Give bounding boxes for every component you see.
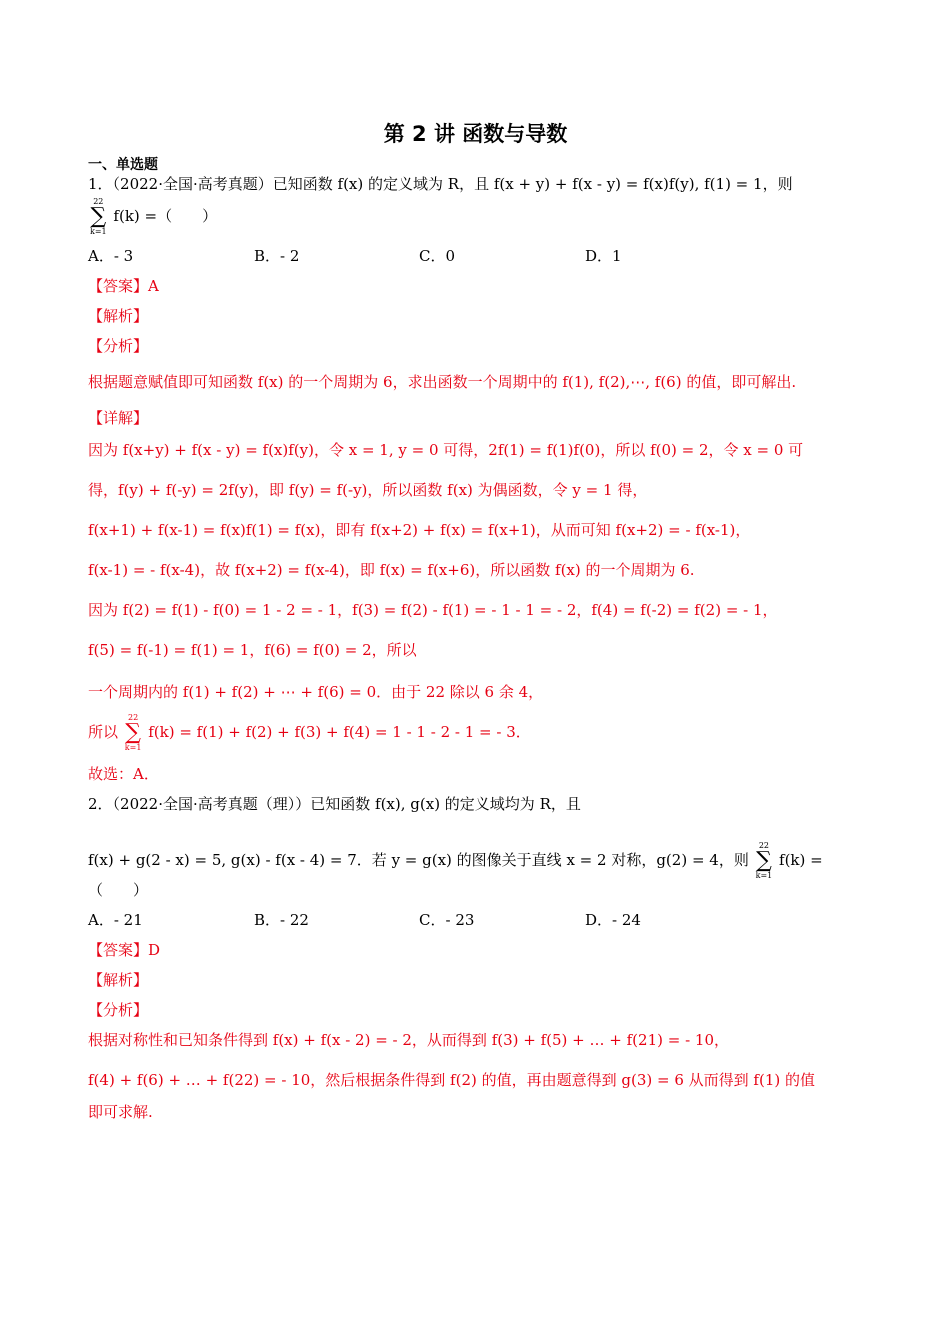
q1-fenxi-text: 根据题意赋值即可知函数 f(x) 的一个周期为 6，求出函数一个周期中的 f(1), f(2),⋯, f(6) 的值，即可解出. xyxy=(88,373,797,391)
summation-symbol-2: 22 ∑ k=1 xyxy=(124,713,142,752)
q1-detail-5: 因为 f(2) = f(1) - f(0) = 1 - 2 = - 1，f(3) = f(2) - f(1) = - 1 - 1 = - 2，f(4) = f(-2) = f(2) = - 1， xyxy=(88,601,778,619)
page-title: 第 2 讲 函数与导数 xyxy=(383,122,568,146)
q2-fenxi-3: 即可求解. xyxy=(88,1103,153,1121)
q2-stem: 2．（2022·全国·高考真题（理））已知函数 f(x), g(x) 的定义域均为 R，且 xyxy=(88,795,581,813)
q1-stem-tail: f(k) =（ ） xyxy=(113,207,218,225)
q1-option-a[interactable]: A．- 3 xyxy=(88,247,134,265)
q2-options xyxy=(88,910,863,930)
q2-fenxi-2: f(4) + f(6) + … + f(22) = - 10，然后根据条件得到 f(2) 的值，再由题意得到 g(3) = 6 从而得到 f(1) 的值 xyxy=(88,1071,815,1089)
q2-option-c[interactable]: C．- 23 xyxy=(419,911,475,929)
q2-jiexi-label: 【解析】 xyxy=(88,971,149,989)
q1-option-b[interactable]: B．- 2 xyxy=(254,247,300,265)
q2-stem-3: （ ） xyxy=(88,881,149,899)
q1-detail-3: f(x+1) + f(x-1) = f(x)f(1) = f(x)，即有 f(x+2) + f(x) = f(x+1)，从而可知 f(x+2) = - f(x-1)， xyxy=(88,521,751,539)
q1-stem-sum xyxy=(88,198,863,236)
q1-option-d[interactable]: D．1 xyxy=(585,247,622,265)
q2-option-d[interactable]: D．- 24 xyxy=(585,911,641,929)
section-heading: 一、单选题 xyxy=(88,157,158,173)
q1-detail-2: 得，f(y) + f(-y) = 2f(y)，即 f(y) = f(-y)，所以函数 f(x) 为偶函数，令 y = 1 得， xyxy=(88,481,648,499)
q2-stem-2 xyxy=(88,842,863,880)
q1-detail-7: 一个周期内的 f(1) + f(2) + ⋯ + f(6) = 0．由于 22 除以 6 余 4， xyxy=(88,683,544,701)
q1-detail-9: 故选：A． xyxy=(88,765,159,783)
q1-options xyxy=(88,246,863,266)
q1-detail-4: f(x-1) = - f(x-4)，故 f(x+2) = f(x-4)，即 f(x) = f(x+6)，所以函数 f(x) 的一个周期为 6. xyxy=(88,561,695,579)
q1-detail-1: 因为 f(x+y) + f(x - y) = f(x)f(y)，令 x = 1, y = 0 可得，2f(1) = f(1)f(0)，所以 f(0) = 2，令 x = 0 可 xyxy=(88,441,804,459)
q2-answer: 【答案】D xyxy=(88,941,161,959)
q2-stem-2-pre: f(x) + g(2 - x) = 5, g(x) - f(x - 4) = 7．若 y = g(x) 的图像关于直线 x = 2 对称，g(2) = 4，则 xyxy=(88,851,749,869)
q2-option-b[interactable]: B．- 22 xyxy=(254,911,309,929)
document-page xyxy=(88,118,863,1122)
summation-symbol-3: 22 ∑ k=1 xyxy=(755,841,773,880)
q2-option-a[interactable]: A．- 21 xyxy=(88,911,143,929)
q1-xiangjie-label: 【详解】 xyxy=(88,409,149,427)
q1-detail-8 xyxy=(88,714,863,752)
q1-jiexi-label: 【解析】 xyxy=(88,307,149,325)
q2-fenxi-1: 根据对称性和已知条件得到 f(x) + f(x - 2) = - 2，从而得到 f(3) + f(5) + … + f(21) = - 10， xyxy=(88,1031,729,1049)
q1-detail-6: f(5) = f(-1) = f(1) = 1，f(6) = f(0) = 2，所以 xyxy=(88,641,417,659)
q2-fenxi-label: 【分析】 xyxy=(88,1001,149,1019)
q1-answer: 【答案】A xyxy=(88,277,159,295)
q1-option-c[interactable]: C．0 xyxy=(419,247,456,265)
q1-detail-8-pre: 所以 xyxy=(88,723,119,741)
q1-fenxi-label: 【分析】 xyxy=(88,337,149,355)
q2-stem-2-post: f(k) = xyxy=(779,851,823,869)
summation-symbol: 22 ∑ k=1 xyxy=(90,197,107,236)
q1-stem: 1．（2022·全国·高考真题）已知函数 f(x) 的定义域为 R，且 f(x + y) + f(x - y) = f(x)f(y), f(1) = 1，则 xyxy=(88,175,793,193)
q1-detail-8-post: f(k) = f(1) + f(2) + f(3) + f(4) = 1 - 1 - 2 - 1 = - 3． xyxy=(148,723,531,741)
